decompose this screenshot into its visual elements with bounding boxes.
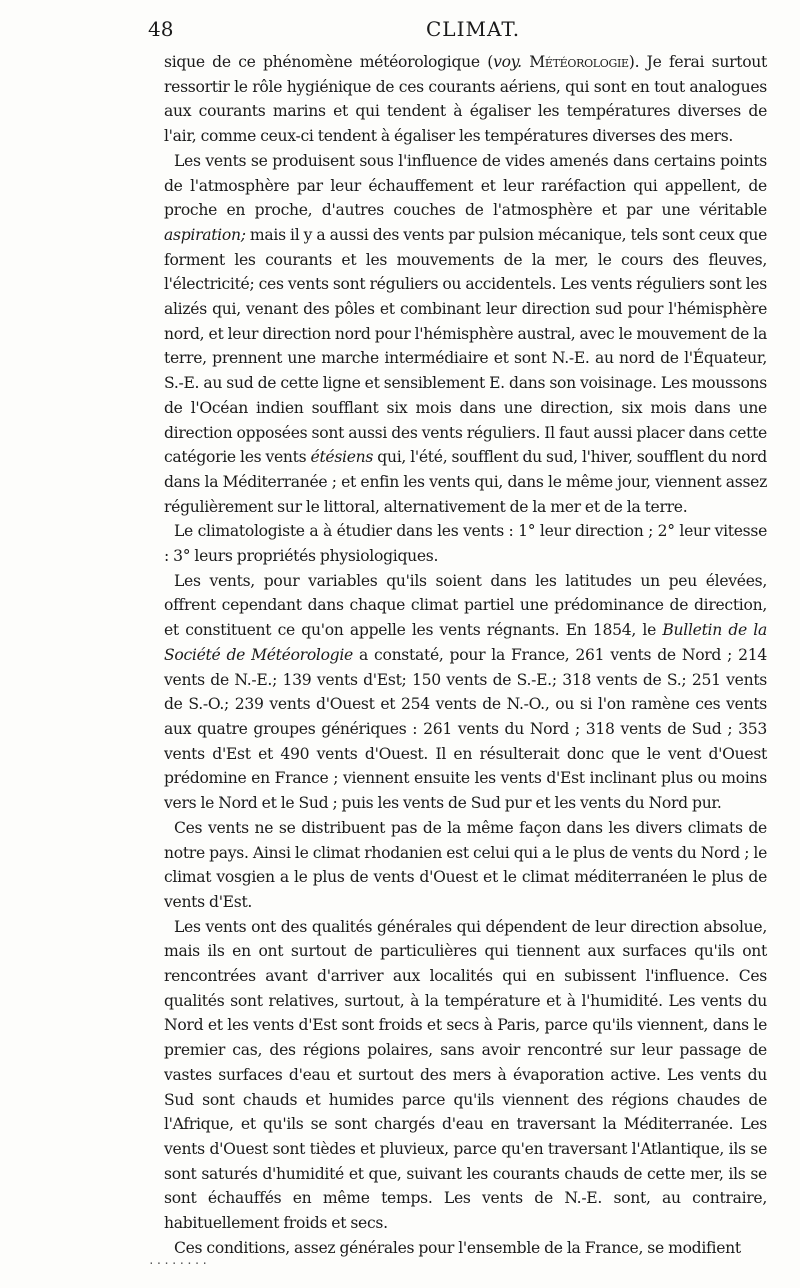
text-run: Les vents ont des qualités générales qui dépendent de leur direction absolue, mais ils en ont surtout de particulières qui tiennent aux surfaces qu'ils ont rencontrées avant d'arriver aux localités qui en subissent l'influence. Ces qualités sont relatives, surtout, à la température et à l'humidité. Les vents du Nord et les vents d'Est sont froids et secs à Paris, parce qu'ils viennent, dans le premier cas, des régions polaires, sans avoir rencontré sur leur passage de vastes surfaces d'eau et surtout des mers à évaporation active. Les vents du Sud sont chauds et humides parce qu'ils viennent des régions chaudes de l'Afrique, et qu'ils se sont chargés d'eau en traversant la Méditerranée. Les vents d'Ouest sont tièdes et pluvieux, parce qu'en traversant l'Atlantique, ils se sont saturés d'humidité et que, suivant les courants chauds de cette mer, ils se sont échauffés en même temps. Les vents de N.-E. sont, au contraire, habituellement froids et secs. bbox=[164, 917, 767, 1233]
paragraph bbox=[164, 149, 767, 520]
paragraph bbox=[164, 816, 767, 915]
running-title: CLIMAT. bbox=[426, 17, 521, 41]
italic-run: Bulletin de la Société de Météorologie bbox=[164, 621, 767, 664]
text-run: Les vents, pour variables qu'ils soient dans les latitudes un peu élevées, offrent cependant dans chaque climat partiel une prédominance de direction, et constituent ce qu'on appelle les vents régnants. En 1854, le bbox=[164, 571, 767, 640]
text-run: Les vents se produisent sous l'influence de vides amenés dans certains points de l'atmosphère par leur échauffement et leur raréfaction qui appellent, de proche en proche, d'autres couches de l'atmosphère et par une véritable bbox=[164, 151, 767, 220]
italic-run: aspiration; bbox=[164, 225, 246, 244]
text-run: Le climatologiste a à étudier dans les vents : 1° leur direction ; 2° leur vitesse : 3° leurs propriétés physiologiques. bbox=[164, 522, 767, 566]
paragraph bbox=[164, 50, 767, 149]
paragraph bbox=[164, 569, 767, 816]
footer-mark: ........ bbox=[148, 1254, 209, 1267]
running-head bbox=[148, 16, 764, 42]
text-run: Ces conditions, assez générales pour l'ensemble de la France, se modifient bbox=[174, 1238, 741, 1257]
paragraph bbox=[164, 519, 767, 568]
text-run: mais il y a aussi des vents par pulsion mécanique, tels sont ceux que forment les courants et les mouvements de la mer, le cours des fleuves, l'électricité; ces vents sont réguliers ou accidentels. Les vents réguliers sont les alizés qui, venant des pôles et combinant leur direction sud pour l'hémisphère nord, et leur direction nord pour l'hémisphère austral, avec le mouvement de la terre, prennent une marche intermédiaire et sont N.-E. au nord de l'Équateur, S.-E. au sud de cette ligne et sensiblement E. dans son voisinage. Les moussons de l'Océan indien soufflant six mois dans une direction, six mois dans une direction opposées sont aussi des vents réguliers. Il faut aussi placer dans cette catégorie les vents bbox=[164, 225, 767, 467]
text-run: a constaté, pour la France, 261 vents de Nord ; 214 vents de N.-E.; 139 vents d'Est; 150 vents de S.-E.; 318 vents de S.; 251 vents de S.-O.; 239 vents d'Ouest et 254 vents de N.-O., ou si l'on ramène ces vents aux quatre groupes génériques : 261 vents du Nord ; 318 vents de Sud ; 353 vents d'Est et 490 vents d'Ouest. Il en résulterait donc que le vent d'Ouest prédomine en France ; viennent ensuite les vents d'Est inclinant plus ou moins vers le Nord et le Sud ; puis les vents de Sud pur et les vents du Nord pur. bbox=[164, 645, 767, 813]
text-run: qui, l'été, soufflent du sud, l'hiver, soufflent du nord dans la Méditerranée ; et enfin les vents qui, dans le même jour, viennent assez régulièrement sur le littoral, alternativement de la mer et de la terre. bbox=[164, 448, 767, 516]
body-text bbox=[164, 50, 767, 1260]
text-run: Ces vents ne se distribuent pas de la même façon dans les divers climats de notre pays. Ainsi le climat rhodanien est celui qui a le plus de vents du Nord ; le climat vosgien a le plus de vents d'Ouest et le climat méditerranéen le plus de vents d'Est. bbox=[164, 818, 767, 911]
text-run: ). Je ferai surtout ressortir le rôle hygiénique de ces courants aériens, qui sont en tout analogues aux courants marins et qui tendent à égaliser les températures diverses de l'air, comme ceux-ci tendent à égaliser les températures diverses des mers. bbox=[164, 53, 767, 146]
page-number: 48 bbox=[148, 17, 174, 41]
italic-run: voy. bbox=[493, 53, 522, 71]
small-caps-run: Météorologie bbox=[529, 53, 629, 71]
text-run: sique de ce phénomène météorologique ( bbox=[164, 53, 494, 71]
paragraph bbox=[164, 915, 767, 1236]
italic-run: étésiens bbox=[310, 448, 374, 467]
paragraph bbox=[164, 1236, 767, 1261]
